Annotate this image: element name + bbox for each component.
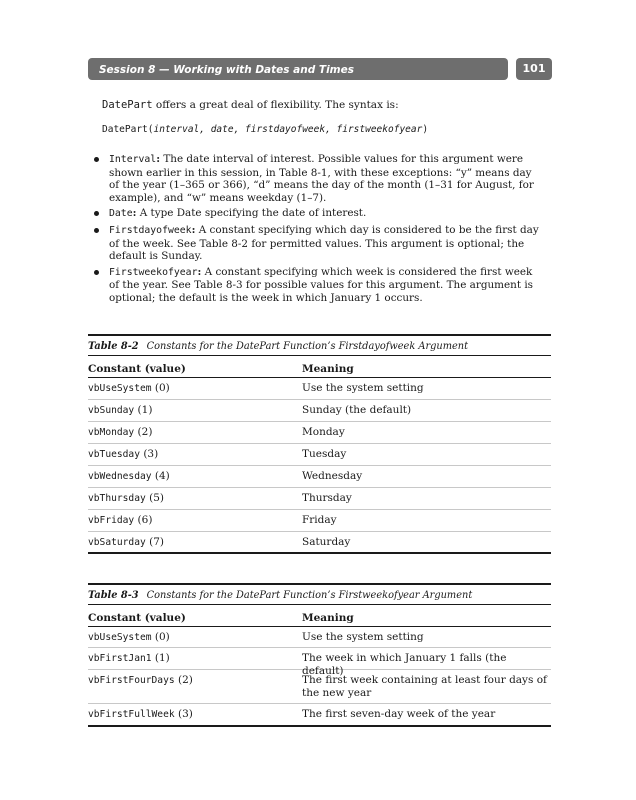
argument-term: Interval [109, 154, 157, 165]
constant-value: (4) [151, 470, 170, 482]
constant-meaning: Sunday (the default) [302, 404, 412, 416]
table-header-row [88, 605, 551, 627]
table-row [88, 466, 551, 488]
constant-value: (5) [145, 492, 164, 504]
table-row [88, 532, 551, 554]
bullet-icon [94, 211, 99, 216]
column-header-meaning: Meaning [302, 363, 354, 375]
constant-name: vbWednesday [88, 471, 152, 482]
table-row [88, 510, 551, 532]
constant-value: (2) [174, 674, 193, 686]
table-firstweekofyear [88, 583, 551, 727]
constant-meaning: Saturday [302, 536, 351, 548]
table-row [88, 400, 551, 422]
constant-value: (1) [151, 652, 170, 664]
constant-meaning: Thursday [302, 492, 352, 504]
table-row [88, 444, 551, 466]
argument-description: The date interval of interest. Possible values for this argument were shown earlier in this session, in Table 8-1, with these exceptions: “y” means day of the year (1–365 or 366), “d” means the day of the month (1–31 for August, for example), and “w” means weekday (1–7). [109, 153, 534, 204]
bullet-icon [94, 157, 99, 162]
constant-name: vbSunday [88, 405, 135, 416]
argument-list [92, 153, 542, 308]
constant-name: vbUseSystem [88, 383, 152, 394]
column-header-meaning: Meaning [302, 612, 354, 624]
running-header-title: Session 8 — Working with Dates and Times [99, 64, 354, 76]
constant-value: (3) [139, 448, 159, 460]
constant-meaning: The week in which January 1 falls (the default) [302, 652, 507, 677]
constant-value: (2) [134, 426, 153, 438]
argument-term: Firstdayofweek [109, 224, 192, 236]
syntax-arguments: interval, date, firstdayofweek, firstweekofyear [153, 124, 423, 135]
table-row [88, 704, 551, 727]
constant-meaning: Monday [302, 426, 345, 438]
bullet-icon [94, 228, 99, 233]
constant-name: vbSaturday [88, 537, 146, 548]
page-number: 101 [516, 58, 552, 80]
constant-name: vbFirstFourDays [88, 675, 175, 686]
constant-value: (6) [134, 514, 153, 526]
constant-meaning: Use the system setting [302, 382, 424, 394]
table-caption [88, 340, 551, 355]
constant-value: (1) [134, 404, 153, 416]
argument-term: Firstweekofyear [109, 266, 198, 278]
table-caption [88, 589, 551, 604]
constant-name: vbFirstJan1 [88, 653, 152, 664]
table-number: Table 8-3 [88, 590, 139, 601]
table-row [88, 627, 551, 648]
constant-meaning: The first week containing at least four days of the new year [302, 674, 547, 699]
constant-meaning: Wednesday [302, 470, 363, 482]
argument-term: Date [109, 208, 133, 220]
argument-description: A constant specifying which day is considered to be the first day of the week. See Table 8-2 for permitted values. This argument is optional; the default is Sunday. [109, 223, 539, 263]
table-row [88, 670, 551, 704]
list-item: Interval: The date interval of interest. Possible values for this argument were shown earlier in this session, in Table 8-1, with these exceptions: “y” means day of the year (1–365 or 366), “d” means the day of the month (1–31 for August, for example), and “w” means weekday (1–7). [92, 153, 542, 204]
bullet-icon [94, 270, 99, 275]
constant-name: vbTuesday [88, 449, 140, 460]
table-caption-text: Constants for the DatePart Function’s Firstdayofweek Argument [146, 341, 469, 352]
argument-description: A constant specifying which week is considered the first week of the year. See Table 8-3 for possible values for this argument. The argument is optional; the default is the week in which January 1 occurs. [109, 265, 534, 304]
constant-value: (0) [151, 382, 170, 394]
table-caption-text: Constants for the DatePart Function’s Firstweekofyear Argument [146, 590, 473, 601]
intro-code: DatePart [102, 99, 153, 111]
column-header-constant: Constant (value) [88, 363, 186, 375]
constant-name: vbFirstFullWeek [88, 709, 175, 720]
constant-value: (3) [174, 708, 193, 720]
syntax-function: DatePart [102, 124, 148, 135]
intro-paragraph [102, 98, 542, 112]
constant-meaning: Tuesday [302, 448, 347, 460]
running-header-bar [88, 58, 508, 80]
table-row [88, 378, 551, 400]
constant-value: (0) [151, 631, 170, 643]
list-item: Firstweekofyear: A constant specifying which week is considered the first week of the year. See Table 8-3 for possible values for this argument. The argument is optional; the default is the week in which January 1 occurs. [92, 266, 542, 305]
table-row [88, 422, 551, 444]
table-number: Table 8-2 [88, 341, 139, 352]
table-row [88, 488, 551, 510]
constant-meaning: Friday [302, 514, 337, 526]
constant-meaning: Use the system setting [302, 631, 424, 643]
constant-value: (7) [145, 536, 164, 548]
list-item: Firstdayofweek: A constant specifying which day is considered to be the first day of the week. See Table 8-2 for permitted values. This argument is optional; the default is Sunday. [92, 224, 542, 263]
constant-name: vbUseSystem [88, 632, 152, 643]
constant-meaning: The first seven-day week of the year [302, 708, 496, 720]
column-header-constant: Constant (value) [88, 612, 186, 624]
argument-description: A type Date specifying the date of interest. [136, 207, 367, 220]
syntax-line: DatePart(interval, date, firstdayofweek, firstweekofyear) [102, 124, 429, 135]
table-header-row [88, 356, 551, 378]
constant-name: vbFriday [88, 515, 135, 526]
constant-name: vbMonday [88, 427, 135, 438]
list-item: Date: A type Date specifying the date of interest. [92, 207, 542, 221]
intro-text: offers a great deal of flexibility. The syntax is: [152, 99, 399, 111]
table-row [88, 648, 551, 677]
constant-name: vbThursday [88, 493, 146, 504]
table-firstdayofweek [88, 334, 551, 554]
